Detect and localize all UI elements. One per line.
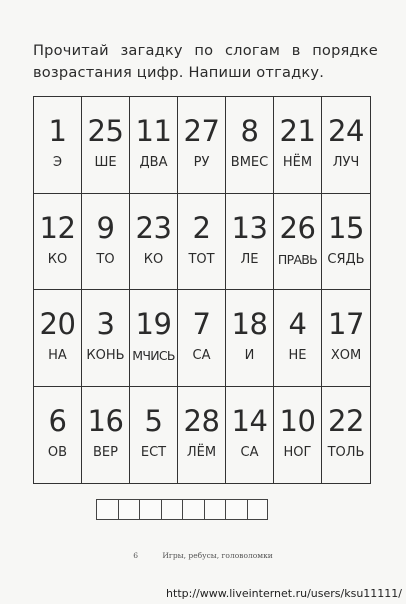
- grid-cell: [34, 387, 82, 484]
- cell-syllable: ВЕР: [93, 444, 118, 460]
- grid-cell: [322, 387, 370, 484]
- answer-box[interactable]: [204, 499, 226, 520]
- cell-syllable: ДВА: [139, 155, 168, 170]
- cell-number: 17: [328, 307, 364, 341]
- cell-number: 15: [328, 210, 364, 245]
- answer-box[interactable]: [225, 499, 247, 520]
- grid-cell: [34, 194, 82, 291]
- cell-number: 9: [96, 210, 115, 245]
- cell-syllable: ОВ: [47, 444, 68, 460]
- cell-syllable: НЁМ: [282, 155, 313, 170]
- cell-number: 26: [279, 210, 316, 245]
- cell-syllable: ХОМ: [330, 348, 362, 363]
- cell-number: 11: [135, 114, 172, 148]
- grid-cell: [274, 97, 322, 194]
- cell-syllable: ЕСТ: [140, 444, 167, 460]
- cell-syllable: КО: [143, 251, 164, 267]
- answer-box[interactable]: [139, 499, 161, 520]
- cell-syllable: ВМЕС: [230, 155, 269, 170]
- cell-syllable: ЛЕ: [240, 251, 259, 267]
- cell-syllable: НЕ: [288, 348, 307, 363]
- answer-box[interactable]: [247, 499, 269, 520]
- cell-syllable: СА: [240, 444, 259, 460]
- cell-number: 21: [279, 114, 316, 148]
- grid-cell: [226, 194, 274, 291]
- cell-number: 14: [231, 403, 268, 438]
- cell-number: 20: [39, 307, 76, 341]
- grid-cell: [322, 97, 370, 194]
- grid-cell: [178, 290, 226, 387]
- cell-syllable: КОНЬ: [86, 348, 125, 363]
- grid-cell: [82, 290, 130, 387]
- cell-number: 18: [231, 307, 268, 341]
- grid-cell: [34, 290, 82, 387]
- grid-cell: [226, 290, 274, 387]
- cell-number: 24: [328, 114, 364, 148]
- cell-number: 4: [288, 307, 307, 341]
- cell-number: 28: [183, 403, 220, 438]
- page-number: 6: [133, 551, 138, 560]
- grid-cell: [82, 194, 130, 291]
- answer-box[interactable]: [182, 499, 204, 520]
- cell-number: 23: [135, 210, 172, 245]
- cell-syllable: ТОЛЬ: [327, 444, 365, 460]
- grid-cell: [130, 97, 178, 194]
- instruction-text: Прочитай загадку по слогам в порядке возрастания цифр. Напиши отгадку.: [33, 42, 378, 81]
- cell-number: 10: [279, 403, 316, 438]
- answer-box[interactable]: [118, 499, 140, 520]
- cell-number: 1: [48, 114, 67, 148]
- page-footer: [0, 551, 406, 560]
- grid-cell: [322, 290, 370, 387]
- cell-number: 16: [87, 403, 124, 438]
- cell-syllable: ЛЁМ: [186, 444, 217, 460]
- book-title: Игры, ребусы, головоломки: [162, 551, 273, 560]
- grid-cell: [274, 194, 322, 291]
- cell-number: 2: [192, 210, 211, 245]
- cell-syllable: КО: [47, 251, 68, 267]
- grid-cell: [82, 387, 130, 484]
- grid-cell: [274, 290, 322, 387]
- cell-syllable: ТОТ: [188, 251, 215, 267]
- grid-cell: [178, 97, 226, 194]
- grid-cell: [130, 290, 178, 387]
- grid-cell: [178, 194, 226, 291]
- grid-cell: [322, 194, 370, 291]
- cell-number: 22: [328, 403, 364, 438]
- cell-number: 7: [192, 307, 211, 341]
- cell-syllable: И: [244, 348, 255, 363]
- cell-syllable: СЯДЬ: [327, 251, 365, 267]
- grid-cell: [178, 387, 226, 484]
- cell-syllable: МЧИСЬ: [132, 348, 175, 363]
- grid-cell: [82, 97, 130, 194]
- grid-cell: [130, 387, 178, 484]
- grid-cell: [34, 97, 82, 194]
- cell-number: 25: [87, 114, 124, 148]
- answer-box[interactable]: [96, 499, 118, 520]
- cell-syllable: НОГ: [283, 444, 312, 460]
- cell-number: 12: [39, 210, 76, 245]
- cell-syllable: РУ: [193, 155, 210, 170]
- syllable-grid: [33, 96, 371, 484]
- cell-number: 13: [231, 210, 268, 245]
- cell-number: 6: [48, 403, 67, 438]
- answer-boxes: [96, 499, 268, 520]
- grid-cell: [226, 97, 274, 194]
- cell-number: 27: [183, 114, 220, 148]
- cell-syllable: НА: [48, 348, 67, 363]
- cell-syllable: СА: [192, 348, 211, 363]
- cell-syllable: ШЕ: [94, 155, 117, 170]
- cell-number: 19: [135, 307, 172, 341]
- cell-number: 8: [240, 114, 259, 148]
- cell-syllable: Э: [52, 155, 63, 170]
- cell-syllable: ЛУЧ: [332, 155, 360, 170]
- grid-cell: [130, 194, 178, 291]
- grid-cell: [226, 387, 274, 484]
- cell-syllable: ПРАВЬ: [277, 251, 318, 267]
- cell-number: 3: [96, 307, 115, 341]
- grid-cell: [274, 387, 322, 484]
- watermark-url: http://www.liveinternet.ru/users/ksu11111/: [166, 587, 402, 600]
- cell-syllable: ТО: [96, 251, 115, 267]
- answer-box[interactable]: [161, 499, 183, 520]
- cell-number: 5: [144, 403, 163, 438]
